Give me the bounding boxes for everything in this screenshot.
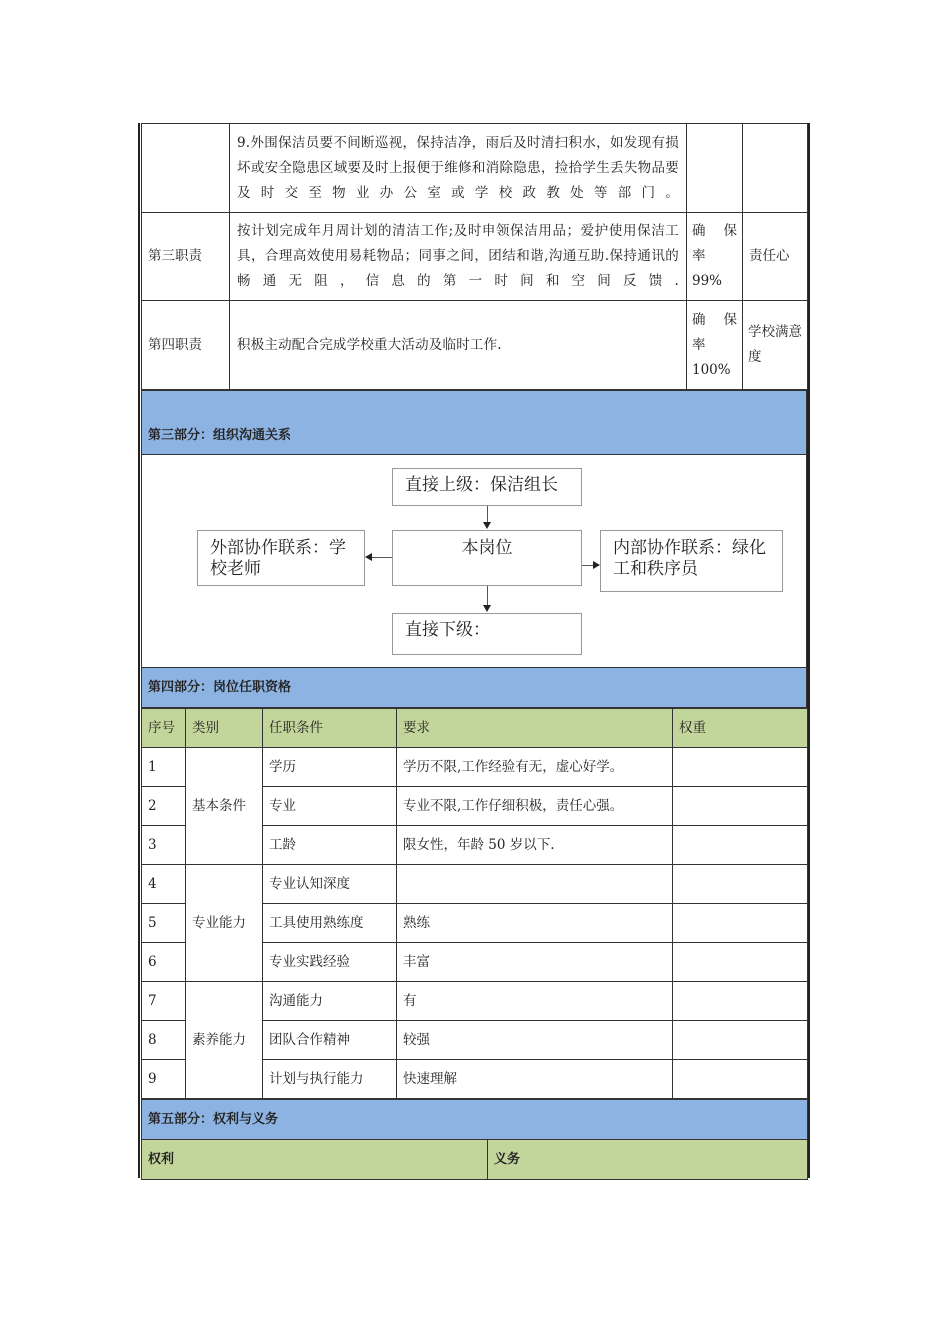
qualifications-table: [141, 708, 808, 1099]
row-requirement: 限女性，年龄 50 岁以下.: [397, 826, 673, 865]
row-condition: 沟通能力: [263, 982, 397, 1021]
arrow-line: [487, 586, 488, 606]
section3-table: [141, 390, 807, 708]
row-category: 素养能力: [186, 982, 263, 1099]
row-no: 4: [142, 865, 186, 904]
row-category: 基本条件: [186, 748, 263, 865]
header-no: 序号: [142, 709, 186, 748]
row-no: 8: [142, 1021, 186, 1060]
row-requirement: 专业不限,工作仔细积极，责任心强。: [397, 787, 673, 826]
duty-row: [142, 213, 808, 301]
row-requirement: 较强: [397, 1021, 673, 1060]
row-requirement: 学历不限,工作经验有无，虚心好学。: [397, 748, 673, 787]
table-row: [142, 748, 808, 787]
duty-text: 9.外围保洁员要不间断巡视，保持洁净，雨后及时清扫积水，如发现有损坏或安全隐患区域要及时上报便于维修和消除隐患，捡拾学生丢失物品要及时交至物业办公室或学校政教处等部门。: [230, 124, 687, 213]
arrow-right-icon: [593, 561, 600, 569]
duty-metric: 学校满意度: [743, 301, 808, 390]
row-weight: [673, 943, 808, 982]
row-requirement: 快速理解: [397, 1060, 673, 1099]
section5-title: 第五部分：权利与义务: [142, 1100, 808, 1140]
rights-header-row: [142, 1140, 808, 1180]
row-weight: [673, 826, 808, 865]
row-condition: 专业: [263, 787, 397, 826]
duty-standard: 确 保 率 99%: [687, 213, 743, 301]
rights-header: 权利: [142, 1140, 488, 1180]
table-row: [142, 982, 808, 1021]
row-requirement: 有: [397, 982, 673, 1021]
section5-table: [141, 1099, 808, 1180]
superior-box: 直接上级：保洁组长: [392, 468, 582, 506]
duty-text: 积极主动配合完成学校重大活动及临时工作.: [230, 301, 687, 390]
duty-row: [142, 301, 808, 390]
arrow-line: [372, 557, 392, 558]
row-no: 6: [142, 943, 186, 982]
row-requirement: 丰富: [397, 943, 673, 982]
duty-name: 第三职责: [142, 213, 230, 301]
arrow-line: [487, 506, 488, 523]
internal-box: 内部协作联系：绿化工和秩序员: [600, 530, 783, 592]
row-weight: [673, 787, 808, 826]
row-condition: 计划与执行能力: [263, 1060, 397, 1099]
row-weight: [673, 904, 808, 943]
section3-title: 第三部分：组织沟通关系: [142, 391, 807, 455]
row-weight: [673, 748, 808, 787]
row-condition: 学历: [263, 748, 397, 787]
row-no: 5: [142, 904, 186, 943]
duty-standard: 确 保 率 100%: [687, 301, 743, 390]
org-chart: [142, 455, 807, 668]
row-no: 1: [142, 748, 186, 787]
row-weight: [673, 1021, 808, 1060]
external-box: 外部协作联系：学校老师: [197, 530, 365, 586]
table-row: [142, 865, 808, 904]
row-no: 2: [142, 787, 186, 826]
row-category: 专业能力: [186, 865, 263, 982]
row-weight: [673, 865, 808, 904]
row-no: 7: [142, 982, 186, 1021]
job-description-document: [141, 123, 809, 1180]
arrow-left-icon: [365, 553, 372, 561]
header-condition: 任职条件: [263, 709, 397, 748]
row-no: 9: [142, 1060, 186, 1099]
row-weight: [673, 982, 808, 1021]
center-box: 本岗位: [392, 530, 582, 586]
row-requirement: [397, 865, 673, 904]
duty-metric: 责任心: [743, 213, 808, 301]
row-condition: 工龄: [263, 826, 397, 865]
table-header-row: [142, 709, 808, 748]
duty-row: [142, 124, 808, 213]
row-condition: 专业实践经验: [263, 943, 397, 982]
row-condition: 团队合作精神: [263, 1021, 397, 1060]
row-condition: 专业认知深度: [263, 865, 397, 904]
header-weight: 权重: [673, 709, 808, 748]
duty-text: 按计划完成年月周计划的清洁工作;及时申领保洁用品；爱护使用保洁工具，合理高效使用易耗物品；同事之间，团结和谐,沟通互助.保持通讯的畅通无阻，信息的第一时间和空间反馈.: [230, 213, 687, 301]
row-no: 3: [142, 826, 186, 865]
row-condition: 工具使用熟练度: [263, 904, 397, 943]
obligations-header: 义务: [488, 1140, 808, 1180]
duty-name: 第四职责: [142, 301, 230, 390]
duty-metric: [743, 124, 808, 213]
duty-standard: [687, 124, 743, 213]
section4-title: 第四部分：岗位任职资格: [142, 668, 807, 708]
header-category: 类别: [186, 709, 263, 748]
subordinate-box: 直接下级：: [392, 613, 582, 655]
row-requirement: 熟练: [397, 904, 673, 943]
header-requirement: 要求: [397, 709, 673, 748]
arrow-down-icon: [483, 522, 491, 529]
arrow-down-icon: [483, 605, 491, 612]
duty-name: [142, 124, 230, 213]
duties-table: [141, 123, 808, 390]
row-weight: [673, 1060, 808, 1099]
